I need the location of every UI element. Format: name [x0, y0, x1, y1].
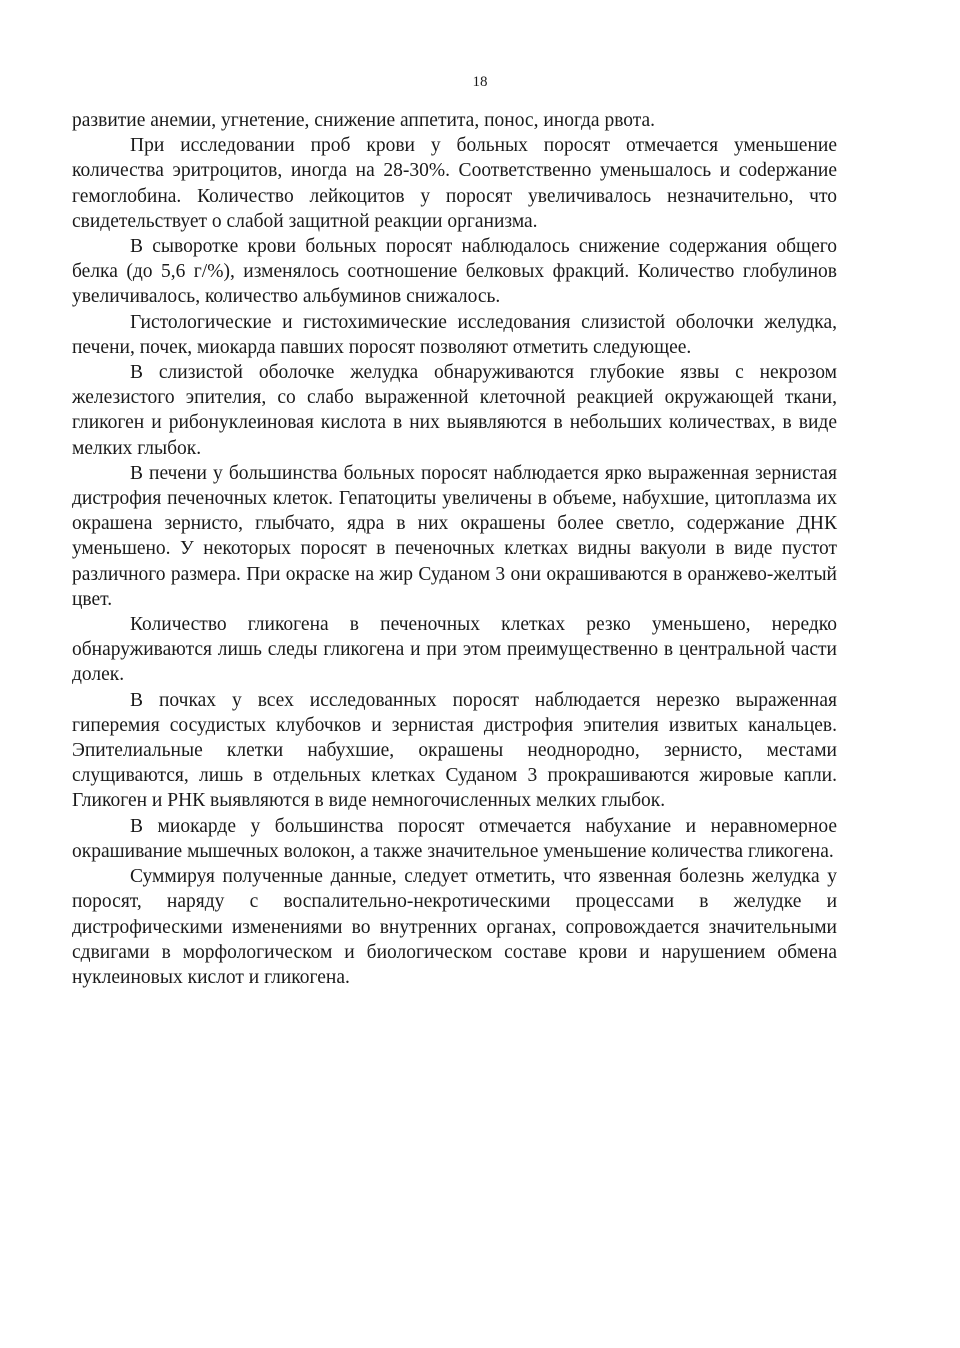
paragraph-histology-intro: Гистологические и гистохимические исследования слизистой оболочки желудка, печени, почек, миокарда павших поросят позволяют отметить следующее. — [72, 311, 837, 358]
paragraph-myocardium: В миокарде у большинства поросят отмечается набухание и неравномерное окрашивание мышечных волокон, а также значительное уменьшение количества гликогена. — [72, 815, 837, 862]
paragraph-summary: Суммируя полученные данные, следует отметить, что язвенная болезнь желудка у поросят, наряду с воспалительно-некротическими процессами в желудке и дистрофическими изменениями во внутренних органах, сопровождается значительными сдвигами в морфологическом и биологическом составе крови и нарушением обмена нуклеиновых кислот и гликогена. — [72, 866, 837, 988]
paragraph-anemia-continuation: развитие анемии, угнетение, снижение аппетита, понос, иногда рвота. — [72, 110, 656, 131]
paragraph-blood-serum: В сыворотке крови больных поросят наблюдалось снижение содержания общего белка (до 5,6 г/%), изменялось соотношение белковых фракций. Количество глобулинов увеличивалось, количество альбуминов снижалось. — [72, 236, 837, 308]
paragraph-glycogen-liver: Количество гликогена в печеночных клетках резко уменьшено, нередко обнаруживаются лишь следы гликогена и при этом преимущественно в центральной части долек. — [72, 614, 837, 686]
page-number: 18 — [472, 74, 488, 90]
paragraph-stomach-mucosa: В слизистой оболочке желудка обнаруживаются глубокие язвы с некрозом железистого эпителия, со слабо выраженной клеточной реакцией окружающей ткани, гликоген и рибонуклеиновая кислота в них выявляются в небольших количествах, в виде мелких глыбок. — [72, 362, 837, 459]
paragraph-liver: В печени у большинства больных поросят наблюдается ярко выраженная зернистая дистрофия печеночных клеток. Гепатоциты увеличены в объеме, набухшие, цитоплазма их окрашена зернисто, глыбчато, ядра в них окрашены более светло, содержание ДНК уменьшено. У некоторых поросят в печеночных клетках видны вакуоли в виде пустот различного размера. При окраске на жир Суданом 3 они окрашиваются в оранжево-желтый цвет. — [72, 462, 837, 610]
body-text — [72, 108, 837, 990]
paragraph-blood-tests: При исследовании проб крови у больных поросят отмечается уменьшение количества эритроцитов, иногда на 28-30%. Соответственно уменьшалось и соdержание гемоглобина. Количество лейкоцитов у поросят увеличивалось незначительно, что свидетельствует о слабой защитной реакции организма. — [72, 135, 837, 232]
paragraph-kidneys: В почках у всех исследованных поросят наблюдается нерезко выраженная гиперемия сосудистых клубочков и зернистая дистрофия эпителия извитых канальцев. Эпителиальные клетки набухшие, окрашены неоднородно, зернисто, местами слущиваются, лишь в отдельных клетках Суданом 3 прокрашиваются жировые капли. Гликоген и РНК выявляются в виде немногочисленных мелких глыбок. — [72, 689, 837, 812]
